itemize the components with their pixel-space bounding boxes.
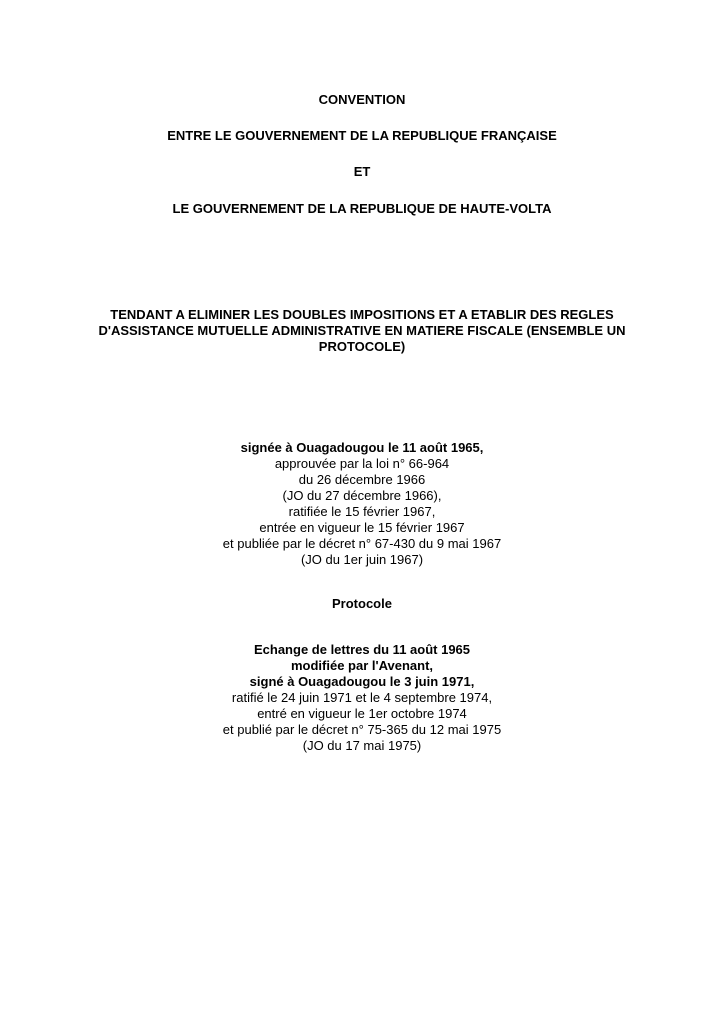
ratification-line: ratifiée le 15 février 1967, [288,504,436,519]
conjunction-et: ET [353,164,371,179]
purpose-line-2: D'ASSISTANCE MUTUELLE ADMINISTRATIVE EN MATIERE FISCALE (ENSEMBLE UN [98,323,626,338]
protocol-signature-line: signé à Ouagadougou le 3 juin 1971, [249,674,475,689]
party-haute-volta: LE GOUVERNEMENT DE LA REPUBLIQUE DE HAUTE-VOLTA [172,201,552,216]
approval-date-line: du 26 décembre 1966 [298,472,426,487]
document-title: CONVENTION [318,92,406,107]
protocol-jo-line: (JO du 17 mai 1975) [302,738,422,753]
protocol-amendment-line: modifiée par l'Avenant, [290,658,434,673]
publication-jo-line: (JO du 1er juin 1967) [300,552,424,567]
publication-decree-line: et publiée par le décret n° 67-430 du 9 mai 1967 [222,536,502,551]
protocol-entry-into-force-line: entré en vigueur le 1er octobre 1974 [257,706,467,721]
journal-officiel-line: (JO du 27 décembre 1966), [282,488,442,503]
protocol-heading: Protocole [332,596,392,611]
protocol-exchange-line: Echange de lettres du 11 août 1965 [253,642,471,657]
entry-into-force-line: entrée en vigueur le 15 février 1967 [259,520,465,535]
party-france: ENTRE LE GOUVERNEMENT DE LA REPUBLIQUE FRANÇAISE [167,128,557,143]
approval-line: approuvée par la loi n° 66-964 [274,456,450,471]
purpose-line-3: PROTOCOLE) [318,339,406,354]
protocol-decree-line: et publié par le décret n° 75-365 du 12 mai 1975 [222,722,502,737]
protocol-ratification-line: ratifié le 24 juin 1971 et le 4 septembre 1974, [231,690,493,705]
signature-line: signée à Ouagadougou le 11 août 1965, [240,440,484,455]
purpose-line-1: TENDANT A ELIMINER LES DOUBLES IMPOSITIONS ET A ETABLIR DES REGLES [110,307,614,322]
